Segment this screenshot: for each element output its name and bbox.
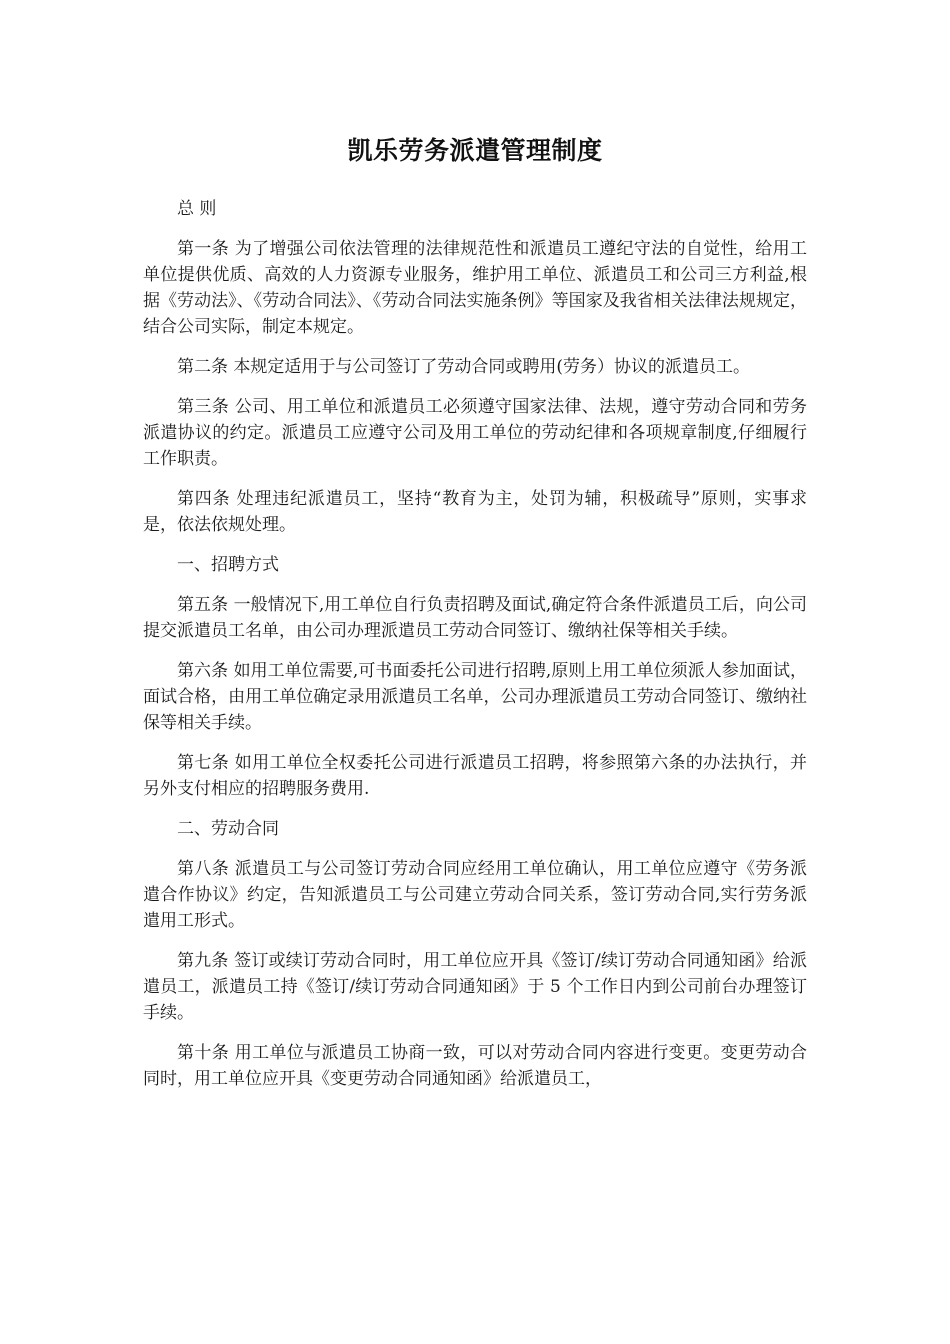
article-4: 第四条 处理违纪派遣员工，坚持“教育为主，处罚为辅，积极疏导”原则，实事求是，依法依规处理。 bbox=[143, 489, 807, 535]
article-2: 第二条 本规定适用于与公司签订了劳动合同或聘用(劳务）协议的派遣员工。 bbox=[177, 357, 751, 377]
article-6: 第六条 如用工单位需要,可书面委托公司进行招聘,原则上用工单位须派人参加面试，面试合格，由用工单位确定录用派遣员工名单，公司办理派遣员工劳动合同签订、缴纳社保等相关手续。 bbox=[143, 661, 807, 733]
article-3: 第三条 公司、用工单位和派遣员工必须遵守国家法律、法规，遵守劳动合同和劳务派遣协议的约定。派遣员工应遵守公司及用工单位的劳动纪律和各项规章制度,仔细履行工作职责。 bbox=[143, 397, 807, 469]
document-title: 凯乐劳务派遣管理制度 bbox=[347, 136, 603, 165]
document-body bbox=[143, 196, 807, 1106]
section-heading-general: 总 则 bbox=[177, 199, 217, 219]
article-5: 第五条 一般情况下,用工单位自行负责招聘及面试,确定符合条件派遣员工后，向公司提交派遣员工名单，由公司办理派遣员工劳动合同签订、缴纳社保等相关手续。 bbox=[143, 595, 807, 641]
article-10: 第十条 用工单位与派遣员工协商一致，可以对劳动合同内容进行变更。变更劳动合同时，用工单位应开具《变更劳动合同通知函》给派遣员工， bbox=[143, 1043, 807, 1089]
article-7: 第七条 如用工单位全权委托公司进行派遣员工招聘，将参照第六条的办法执行，并另外支付相应的招聘服务费用. bbox=[143, 753, 807, 799]
article-9: 第九条 签订或续订劳动合同时，用工单位应开具《签订/续订劳动合同通知函》给派遣员工，派遣员工持《签订/续订劳动合同通知函》于 5 个工作日内到公司前台办理签订手续。 bbox=[143, 951, 807, 1023]
section-heading-labor-contract: 二、劳动合同 bbox=[177, 819, 279, 839]
article-8: 第八条 派遣员工与公司签订劳动合同应经用工单位确认，用工单位应遵守《劳务派遣合作协议》约定，告知派遣员工与公司建立劳动合同关系，签订劳动合同,实行劳务派遣用工形式。 bbox=[143, 859, 807, 931]
section-heading-recruitment: 一、招聘方式 bbox=[177, 555, 279, 575]
article-1: 第一条 为了增强公司依法管理的法律规范性和派遣员工遵纪守法的自觉性，给用工单位提供优质、高效的人力资源专业服务，维护用工单位、派遣员工和公司三方利益,根据《劳动法》、《劳动合同法》、《劳动合同法实施条例》等国家及我省相关法律法规规定，结合公司实际，制定本规定。 bbox=[143, 239, 807, 337]
